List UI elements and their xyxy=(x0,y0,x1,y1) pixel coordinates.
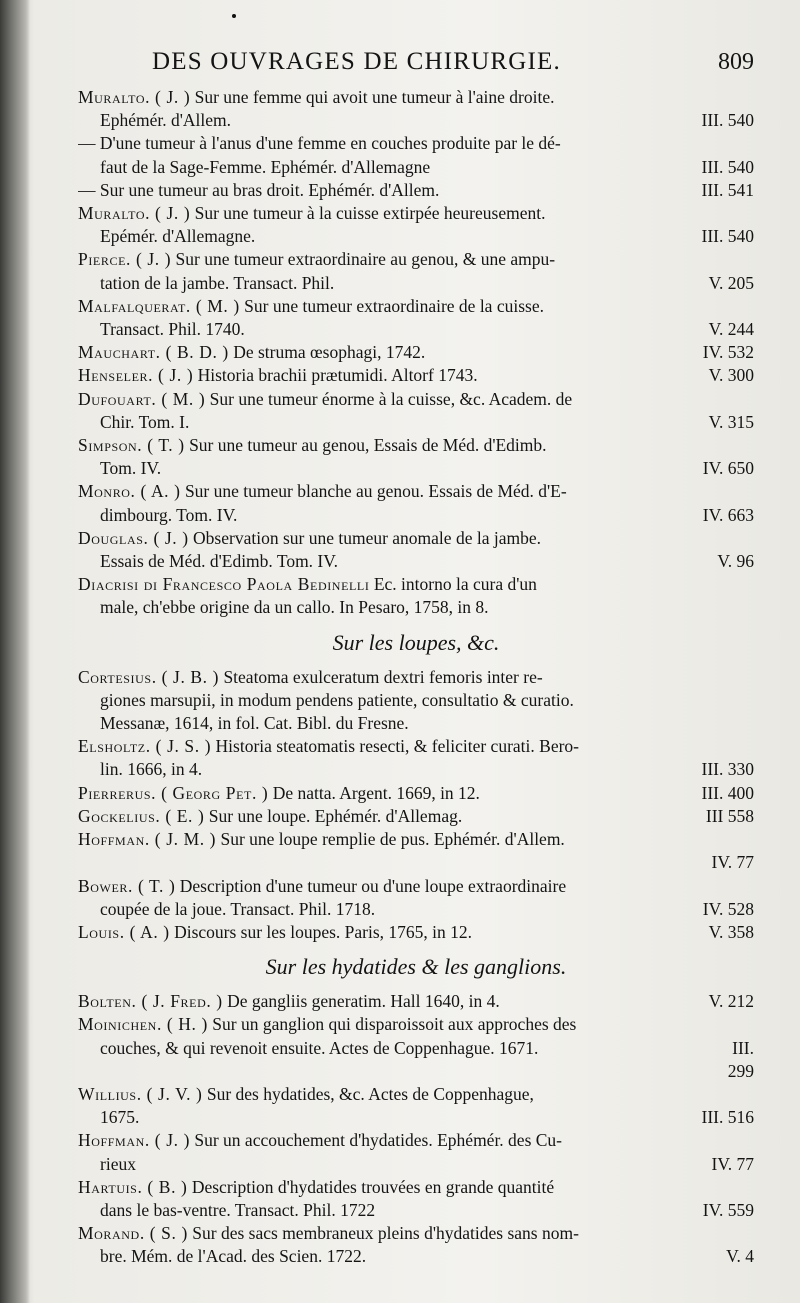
entry-line-text: giones marsupii, in modum pendens patiente, consultatio & curatio. xyxy=(100,689,574,710)
running-head-title: DES OUVRAGES DE CHIRURGIE. xyxy=(152,48,561,75)
entry-author: Hoffman. ( J. ) xyxy=(78,1130,190,1151)
entry-author: Henseler. ( J. ) xyxy=(78,365,194,386)
entry-reference: IV. 77 xyxy=(711,852,754,873)
entry-reference: IV. 559 xyxy=(702,1199,754,1220)
entry-text xyxy=(100,1153,136,1176)
entry-line xyxy=(78,225,754,248)
entry-line-text: Description d'hydatides trouvées en grande quantité xyxy=(191,1176,555,1197)
entry-author: Dufouart. ( M. ) xyxy=(78,388,206,409)
entry-author: Bolten. ( J. Fred. ) xyxy=(78,991,223,1012)
bibliography-entry xyxy=(78,805,754,828)
entry-line xyxy=(78,132,754,155)
entry-author: Moinichen. ( H. ) xyxy=(78,1014,208,1035)
entry-text xyxy=(78,1013,576,1036)
entry-line xyxy=(78,596,754,619)
entry-text xyxy=(78,295,544,318)
entry-line xyxy=(78,1013,754,1036)
entry-line xyxy=(78,689,754,712)
entry-line xyxy=(78,272,754,295)
entry-line-text: De gangliis generatim. Hall 1640, in 4. xyxy=(227,991,500,1012)
section-heading-hydatides: Sur les hydatides & les ganglions. xyxy=(265,954,567,980)
entry-text xyxy=(100,318,245,341)
entry-line xyxy=(78,388,754,411)
entry-line-text: couches, & qui revenoit ensuite. Actes de Coppenhague. 1671. xyxy=(100,1037,539,1058)
entry-line xyxy=(78,434,754,457)
entry-line-text: Sur une loupe. Ephémér. d'Allemag. xyxy=(208,805,463,826)
entry-line xyxy=(78,990,754,1013)
entry-text xyxy=(100,898,375,921)
entry-line xyxy=(78,712,754,735)
bibliography-entry xyxy=(78,527,754,573)
entry-line xyxy=(78,504,754,527)
entry-text xyxy=(78,921,472,944)
entry-reference: III. 540 xyxy=(701,226,754,247)
entry-line xyxy=(78,550,754,573)
entry-line-text: Sur une tumeur au genou, Essais de Méd. d'Edimb. xyxy=(189,435,547,456)
entry-line xyxy=(78,156,754,179)
entry-line-text: Sur une tumeur énorme à la cuisse, &c. Academ. de xyxy=(209,388,573,409)
text-block xyxy=(78,44,754,1269)
entry-text xyxy=(78,735,579,758)
entry-author: Bower. ( T. ) xyxy=(78,875,176,896)
entry-author: Diacrisi di Francesco Paola Bedinelli xyxy=(78,574,370,595)
entry-text xyxy=(100,758,202,781)
entry-text xyxy=(78,828,565,851)
entry-author: Muralto. ( J. ) xyxy=(78,203,191,224)
entry-reference: IV. 532 xyxy=(702,342,754,363)
entry-line-text: Transact. Phil. 1740. xyxy=(100,319,245,340)
bibliography-entry xyxy=(78,132,754,178)
entry-text xyxy=(78,782,480,805)
entry-line-text: Chir. Tom. I. xyxy=(100,411,190,432)
entry-author: Hartuis. ( B. ) xyxy=(78,1176,188,1197)
bibliography-entry xyxy=(78,202,754,248)
bibliography-entry xyxy=(78,1013,754,1083)
entry-reference: V. 300 xyxy=(708,365,754,386)
entry-line xyxy=(78,875,754,898)
entry-text xyxy=(78,990,500,1013)
entry-reference: III. 516 xyxy=(701,1107,754,1128)
entry-line xyxy=(78,1222,754,1245)
entry-author: Pierce. ( J. ) xyxy=(78,249,172,270)
entry-line xyxy=(78,341,754,364)
entry-line-text: — D'une tumeur à l'anus d'une femme en couches produite par le dé- xyxy=(78,133,561,154)
entry-reference: V. 4 xyxy=(726,1246,754,1267)
entry-text xyxy=(78,248,555,271)
entry-line-text: Sur un accouchement d'hydatides. Ephémér. des Cu- xyxy=(194,1130,563,1151)
entry-reference: IV. 663 xyxy=(702,504,754,525)
entry-text xyxy=(100,1106,139,1129)
entry-reference: III 558 xyxy=(705,805,754,826)
entry-line xyxy=(78,179,754,202)
entry-author: Malfalquerat. ( M. ) xyxy=(78,295,240,316)
entry-line-text: Sur une tumeur extraordinaire de la cuisse. xyxy=(244,295,544,316)
entry-line xyxy=(78,295,754,318)
entry-line-text: Tom. IV. xyxy=(100,458,162,479)
entry-reference: IV. 650 xyxy=(702,458,754,479)
entry-line-text: Essais de Méd. d'Edimb. Tom. IV. xyxy=(100,551,339,572)
entry-line-text: rieux xyxy=(100,1153,136,1174)
bibliography-entry xyxy=(78,735,754,781)
entry-text xyxy=(78,388,572,411)
entry-text xyxy=(100,225,255,248)
entry-text xyxy=(100,1245,366,1268)
entry-reference: 299 xyxy=(727,1060,754,1081)
entry-line-text: De struma œsophagi, 1742. xyxy=(233,342,426,363)
entry-author: Muralto. ( J. ) xyxy=(78,87,191,107)
entries-list-hydatides xyxy=(78,990,754,1268)
bibliography-entry xyxy=(78,921,754,944)
entry-author: Elsholtz. ( J. S. ) xyxy=(78,736,212,757)
entry-text xyxy=(78,875,566,898)
entry-line xyxy=(78,1199,754,1222)
entry-line-text: dimbourg. Tom. IV. xyxy=(100,504,238,525)
entry-author: Simpson. ( T. ) xyxy=(78,435,185,456)
entry-text xyxy=(78,202,545,225)
entry-author: Louis. ( A. ) xyxy=(78,921,170,942)
bibliography-entry xyxy=(78,388,754,434)
entry-line xyxy=(78,666,754,689)
entry-reference: V. 244 xyxy=(708,319,754,340)
entry-text xyxy=(78,132,561,155)
entry-line xyxy=(78,851,754,874)
entry-text xyxy=(78,179,439,202)
entry-line xyxy=(78,573,754,596)
entry-text xyxy=(78,527,541,550)
section-heading-loupes: Sur les loupes, &c. xyxy=(332,629,500,655)
entry-reference: III. xyxy=(732,1037,754,1058)
entry-reference: III. 330 xyxy=(701,759,754,780)
entries-list-tumeurs xyxy=(78,86,754,620)
entry-line-text: De natta. Argent. 1669, in 12. xyxy=(272,782,480,803)
bibliography-entry xyxy=(78,990,754,1013)
entry-line-text: Sur une tumeur blanche au genou. Essais de Méd. d'E- xyxy=(184,481,567,502)
entry-line-text: bre. Mém. de l'Acad. des Scien. 1722. xyxy=(100,1246,367,1267)
bibliography-entry xyxy=(78,1176,754,1222)
entry-author: Gockelius. ( E. ) xyxy=(78,805,205,826)
entry-line xyxy=(78,1153,754,1176)
entry-line-text: Messanæ, 1614, in fol. Cat. Bibl. du Fresne. xyxy=(100,713,409,734)
entry-text xyxy=(100,1199,375,1222)
entry-line-text: Observation sur une tumeur anomale de la jambe. xyxy=(193,527,541,548)
entry-text xyxy=(100,411,189,434)
entry-text xyxy=(100,596,489,619)
entry-line xyxy=(78,828,754,851)
bibliography-entry xyxy=(78,782,754,805)
entry-line-text: Sur une tumeur à la cuisse extirpée heureusement. xyxy=(194,203,546,224)
entry-text xyxy=(78,364,478,387)
entry-line xyxy=(78,1129,754,1152)
entry-text xyxy=(100,504,237,527)
bibliography-entry xyxy=(78,1083,754,1129)
entry-line-text: Sur des hydatides, &c. Actes de Coppenhague, xyxy=(206,1083,534,1104)
entry-text xyxy=(100,689,574,712)
ink-speck xyxy=(232,14,236,18)
entry-author: Douglas. ( J. ) xyxy=(78,527,189,548)
entry-line-text: Epémér. d'Allemagne. xyxy=(100,226,256,247)
entry-author: Willius. ( J. V. ) xyxy=(78,1083,203,1104)
entry-line xyxy=(78,248,754,271)
entry-text xyxy=(78,666,543,689)
bibliography-entry xyxy=(78,1129,754,1175)
bibliography-entry xyxy=(78,364,754,387)
entry-line xyxy=(78,457,754,480)
bibliography-entry xyxy=(78,666,754,736)
entry-line-text: Sur un ganglion qui disparoissoit aux approches des xyxy=(212,1014,577,1035)
entry-line xyxy=(78,527,754,550)
entry-line xyxy=(78,86,754,109)
entry-author: Pierrerus. ( Georg Pet. ) xyxy=(78,782,269,803)
entry-line-text: lin. 1666, in 4. xyxy=(100,759,203,780)
entry-author: Monro. ( A. ) xyxy=(78,481,181,502)
entry-line-text: Steatoma exulceratum dextri femoris inter re- xyxy=(223,666,543,687)
entry-line-text: Historia brachii prætumidi. Altorf 1743. xyxy=(197,365,478,386)
entry-line xyxy=(78,898,754,921)
bibliography-entry xyxy=(78,573,754,619)
entry-reference: IV. 528 xyxy=(702,898,754,919)
entry-author: Mauchart. ( B. D. ) xyxy=(78,342,229,363)
entry-line xyxy=(78,364,754,387)
entry-line xyxy=(78,1245,754,1268)
page-binding-shadow xyxy=(0,0,30,1303)
entry-text xyxy=(100,272,334,295)
entry-line xyxy=(78,411,754,434)
entry-line xyxy=(78,202,754,225)
entry-text xyxy=(78,434,547,457)
running-head xyxy=(78,44,754,86)
entry-text xyxy=(100,109,231,132)
bibliography-entry xyxy=(78,828,754,874)
bibliography-entry xyxy=(78,86,754,132)
entry-line xyxy=(78,758,754,781)
entry-reference: V. 358 xyxy=(708,921,754,942)
entry-reference: V. 315 xyxy=(708,411,754,432)
entry-text xyxy=(78,480,567,503)
entry-line-text: Discours sur les loupes. Paris, 1765, in 12. xyxy=(174,921,473,942)
page-number: 809 xyxy=(718,49,754,75)
entry-line xyxy=(78,1106,754,1129)
entry-line xyxy=(78,1083,754,1106)
entry-reference: III. 400 xyxy=(701,782,754,803)
bibliography-entry xyxy=(78,434,754,480)
bibliography-entry xyxy=(78,875,754,921)
entry-text xyxy=(100,1037,538,1060)
entry-text xyxy=(100,712,409,735)
entry-line xyxy=(78,1037,754,1060)
entry-line-text: Sur une loupe remplie de pus. Ephémér. d'Allem. xyxy=(220,829,565,850)
entry-author: Cortesius. ( J. B. ) xyxy=(78,666,220,687)
entry-author: Morand. ( S. ) xyxy=(78,1223,188,1244)
entry-line-text: Ec. intorno la cura d'un xyxy=(373,574,537,595)
bibliography-entry xyxy=(78,248,754,294)
entry-text xyxy=(78,86,554,109)
entry-line-text: — Sur une tumeur au bras droit. Ephémér. d'Allem. xyxy=(78,179,440,200)
entry-line-text: Sur une tumeur extraordinaire au genou, & une ampu- xyxy=(175,249,556,270)
entry-reference: V. 96 xyxy=(717,551,754,572)
entry-text xyxy=(100,457,161,480)
entry-reference: V. 212 xyxy=(708,991,754,1012)
entry-line-text: dans le bas-ventre. Transact. Phil. 1722 xyxy=(100,1199,376,1220)
entry-line xyxy=(78,921,754,944)
entry-line xyxy=(78,1176,754,1199)
entry-text xyxy=(78,1176,554,1199)
entry-text xyxy=(78,341,425,364)
entry-line-text: tation de la jambe. Transact. Phil. xyxy=(100,272,335,293)
entry-line xyxy=(78,318,754,341)
entry-line xyxy=(78,1060,754,1083)
bibliography-entry xyxy=(78,480,754,526)
entry-line-text: faut de la Sage-Femme. Ephémér. d'Allemagne xyxy=(100,156,431,177)
entry-text xyxy=(78,573,537,596)
entry-line-text: Ephémér. d'Allem. xyxy=(100,110,231,131)
entry-line-text: Description d'une tumeur ou d'une loupe extraordinaire xyxy=(179,875,567,896)
entries-list-loupes xyxy=(78,666,754,944)
entry-reference: IV. 77 xyxy=(711,1153,754,1174)
entry-text xyxy=(100,156,430,179)
entry-line-text: coupée de la joue. Transact. Phil. 1718. xyxy=(100,898,376,919)
entry-text xyxy=(78,1222,579,1245)
entry-text xyxy=(78,805,462,828)
entry-reference: V. 205 xyxy=(708,272,754,293)
bibliography-entry xyxy=(78,295,754,341)
entry-line-text: Sur une femme qui avoit une tumeur à l'aine droite. xyxy=(194,87,555,107)
entry-line xyxy=(78,782,754,805)
entry-text xyxy=(100,550,338,573)
entry-text xyxy=(78,1129,562,1152)
entry-line xyxy=(78,109,754,132)
entry-line xyxy=(78,805,754,828)
entry-reference: III. 541 xyxy=(701,179,754,200)
bibliography-entry xyxy=(78,1222,754,1268)
entry-reference: III. 540 xyxy=(701,156,754,177)
entry-author: Hoffman. ( J. M. ) xyxy=(78,829,217,850)
bibliography-entry xyxy=(78,341,754,364)
entry-line-text: Historia steatomatis resecti, & feliciter curati. Bero- xyxy=(215,736,579,757)
entry-line xyxy=(78,480,754,503)
bibliography-entry xyxy=(78,179,754,202)
entry-line xyxy=(78,735,754,758)
entry-reference: III. 540 xyxy=(701,110,754,131)
entry-text xyxy=(78,1083,534,1106)
entry-line-text: 1675. xyxy=(100,1107,140,1128)
entry-line-text: male, ch'ebbe origine da un callo. In Pesaro, 1758, in 8. xyxy=(100,597,489,618)
entry-line-text: Sur des sacs membraneux pleins d'hydatides sans nom- xyxy=(192,1223,579,1244)
